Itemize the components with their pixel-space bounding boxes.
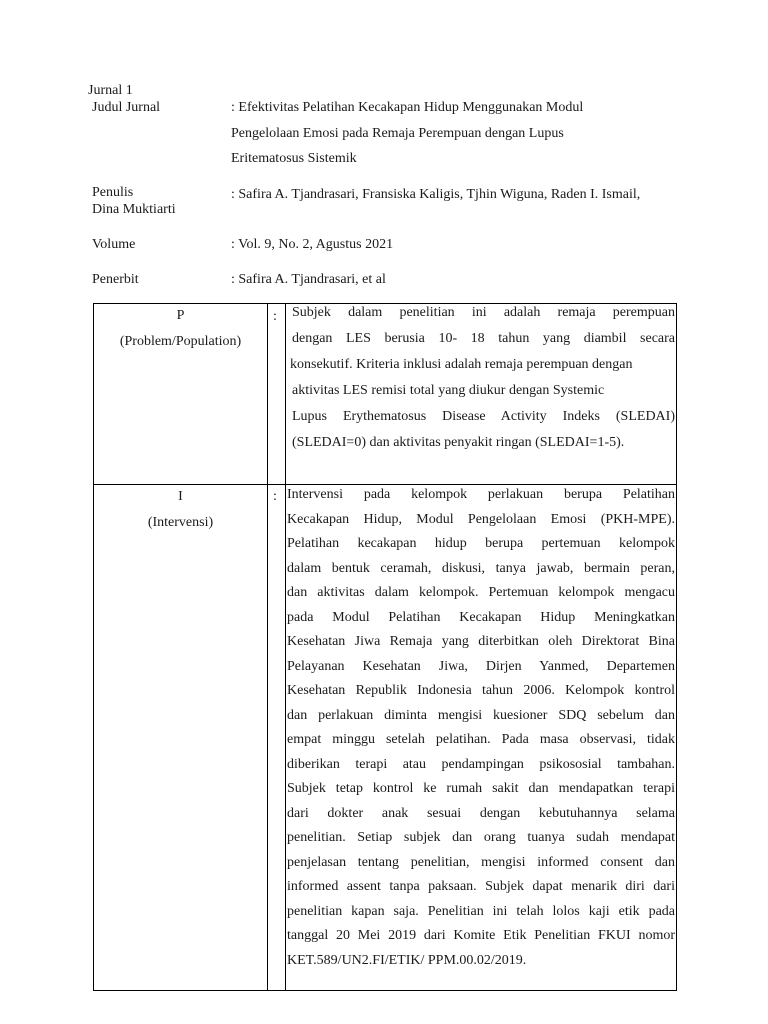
content-i-line: dan perlakuan diminta mengisi kuesioner SDQ sebelum dan <box>287 707 675 723</box>
colon-i: : <box>273 489 277 504</box>
judul-jurnal-label: Judul Jurnal <box>92 100 161 115</box>
penerbit-value: : Safira A. Tjandrasari, et al <box>231 272 386 287</box>
content-i-line: empat minggu setelah pelatihan. Pada masa observasi, tidak <box>287 732 675 747</box>
table-divider-right <box>285 303 286 991</box>
colon-p: : <box>273 309 277 324</box>
content-i-line: diberikan terapi atau pendampingan psikososial tambahan. <box>287 756 675 772</box>
content-i-line: Pelayanan Kesehatan Jiwa, Dirjen Yanmed, Departemen <box>287 658 675 674</box>
label-problem-population: (Problem/Population) <box>119 334 242 349</box>
content-i-line: dalam bentuk ceramah, diskusi, tanya jawab, bermain peran, <box>287 560 675 576</box>
content-i-line: penelitian kapan saja. Penelitian ini telah lolos kaji etik pada <box>287 903 675 919</box>
content-i-line: Intervensi pada kelompok perlakuan berupa Pelatihan <box>287 487 675 502</box>
judul-jurnal-value-line-2: Pengelolaan Emosi pada Remaja Perempuan dengan Lupus <box>231 126 564 141</box>
content-i-line: KET.589/UN2.FI/ETIK/ PPM.00.02/2019. <box>287 952 527 968</box>
content-i-line: Subjek tetap kontrol ke rumah sakit dan mendapatkan terapi <box>287 781 675 796</box>
content-p-line: (SLEDAI=0) dan aktivitas penyakit ringan (SLEDAI=1-5). <box>292 435 625 450</box>
penulis-label: Penulis <box>92 185 134 200</box>
penulis-label-line-2: Dina Muktiarti <box>92 202 176 217</box>
penulis-value: : Safira A. Tjandrasari, Fransiska Kaligis, Tjhin Wiguna, Raden I. Ismail, <box>231 187 641 202</box>
table-row-label-p <box>94 303 267 355</box>
table-divider-left <box>267 303 268 991</box>
content-p-line: Lupus Erythematosus Disease Activity Indeks (SLEDAI) <box>292 409 675 424</box>
table-row-label-i <box>94 484 267 536</box>
label-i: I <box>178 489 183 504</box>
content-i-line: penelitian. Setiap subjek dan orang tuanya sudah mendapat <box>287 830 675 845</box>
content-p-line: Subjek dalam penelitian ini adalah remaja perempuan <box>292 305 675 320</box>
table-row-content-i <box>287 486 675 976</box>
content-p-line: dengan LES berusia 10- 18 tahun yang diambil secara <box>292 331 675 346</box>
content-i-line: dan aktivitas dalam kelompok. Pertemuan kelompok mengacu <box>287 585 675 600</box>
content-i-line: Kesehatan Jiwa Remaja yang diterbitkan oleh Direktorat Bina <box>287 634 675 649</box>
content-i-line: penjelasan tentang penelitian, mengisi informed consent dan <box>287 854 675 870</box>
content-i-line: dari dokter anak sesuai dengan kebutuhannya selama <box>287 805 675 821</box>
judul-jurnal-value-line-1: : Efektivitas Pelatihan Kecakapan Hidup Menggunakan Modul <box>231 100 584 115</box>
table-row-content-p <box>292 304 675 460</box>
content-p-line: aktivitas LES remisi total yang diukur dengan Systemic <box>292 383 605 398</box>
penerbit-label: Penerbit <box>92 272 139 287</box>
content-p-line: konsekutif. Kriteria inklusi adalah remaja perempuan dengan <box>290 357 633 372</box>
content-i-line: Kecakapan Hidup, Modul Pengelolaan Emosi (PKH-MPE). <box>287 511 675 527</box>
content-i-line: pada Modul Pelatihan Kecakapan Hidup Meningkatkan <box>287 609 675 625</box>
label-p: P <box>176 308 185 323</box>
content-i-line: informed assent tanpa paksaan. Subjek dapat menarik diri dari <box>287 879 675 894</box>
content-i-line: Kesehatan Republik Indonesia tahun 2006. Kelompok kontrol <box>287 683 675 698</box>
label-intervensi: (Intervensi) <box>147 515 214 530</box>
content-i-line: Pelatihan kecakapan hidup berupa pertemuan kelompok <box>287 536 675 551</box>
judul-jurnal-value-line-3: Eritematosus Sistemik <box>231 151 357 166</box>
volume-label: Volume <box>92 237 136 252</box>
jurnal-label: Jurnal 1 <box>88 83 133 98</box>
volume-value: : Vol. 9, No. 2, Agustus 2021 <box>231 237 394 252</box>
content-i-line: tanggal 20 Mei 2019 dari Komite Etik Penelitian FKUI nomor <box>287 928 675 943</box>
